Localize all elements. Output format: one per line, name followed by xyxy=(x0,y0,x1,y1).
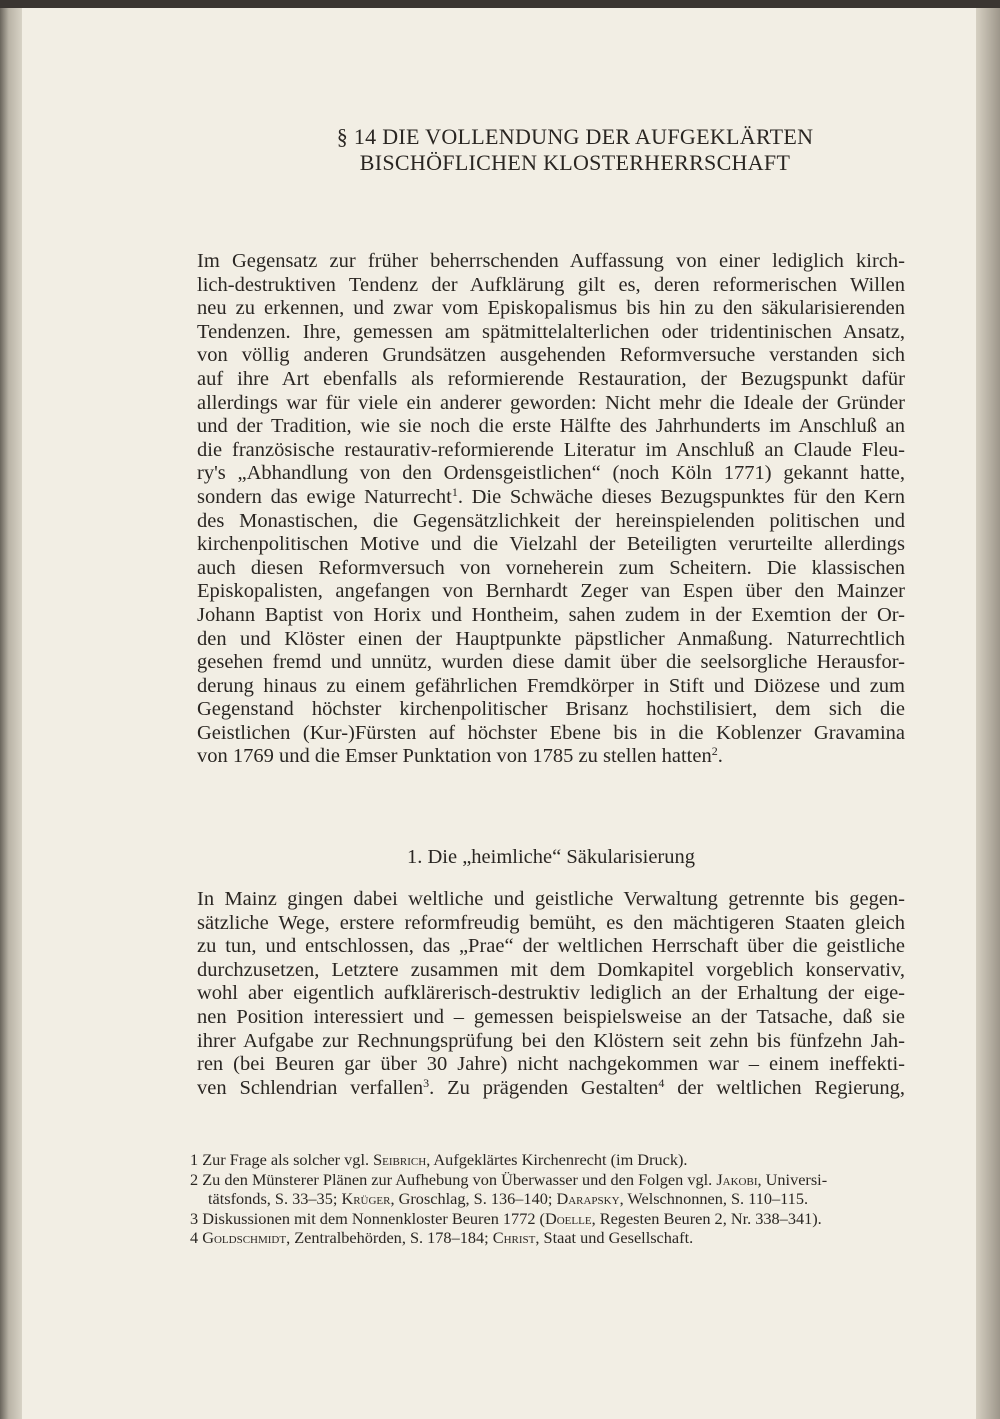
text: sätzliche Wege, erstere reformfreudig bemüht, es den mächtigeren Staaten gleich xyxy=(197,911,905,934)
footnote-marker: 4 xyxy=(658,1075,665,1090)
text-line xyxy=(197,982,905,1006)
footnote-marker: 2 xyxy=(711,744,718,759)
text-line xyxy=(197,415,905,439)
text: 2 Zu den Münsterer Plänen zur Aufhebung von Überwasser und den Folgen vgl. xyxy=(190,1169,717,1189)
text: wohl aber eigentlich aufklärerisch-destruktiv lediglich an der Erhaltung der eige- xyxy=(197,982,905,1005)
text: ihrer Aufgabe zur Rechnungsprüfung bei den Klöstern seit zehn bis fünfzehn Jah- xyxy=(197,1029,905,1052)
text: auch diesen Reformversuch von vorneherein zum Scheitern. Die klassischen xyxy=(197,556,905,579)
text-line xyxy=(197,344,905,368)
text: gesehen fremd und unnütz, wurden diese damit über die seelsorgliche Herausfor- xyxy=(197,651,905,674)
text-line xyxy=(197,250,905,274)
text: In Mainz gingen dabei weltliche und geistliche Verwaltung getrennte bis gegen- xyxy=(197,888,905,910)
text-line xyxy=(197,651,905,675)
footnote-line xyxy=(190,1170,910,1190)
text-line xyxy=(197,274,905,298)
text: Tendenzen. Ihre, gemessen am spätmittelalterlichen oder tridentinischen Ansatz, xyxy=(197,320,905,343)
text-line xyxy=(197,1006,905,1030)
text: 4 xyxy=(190,1228,203,1248)
text-line xyxy=(197,368,905,392)
text-line xyxy=(197,510,905,534)
text-line xyxy=(197,1030,905,1054)
text: neu zu erkennen, und zwar vom Episkopalismus bis hin zu den säkularisierenden xyxy=(197,297,905,320)
text-line xyxy=(197,580,905,604)
text: von 1769 und die Emser Punktation von 1785 zu stellen hatten xyxy=(197,745,712,768)
text: der weltlichen Regierung, xyxy=(664,1076,905,1099)
author-name: Christ xyxy=(492,1228,536,1248)
paragraph-1 xyxy=(197,250,905,769)
text: ven Schlendrian verfallen xyxy=(197,1076,424,1099)
text-line xyxy=(197,1077,905,1101)
text-line xyxy=(197,462,905,486)
author-name: Darapsky xyxy=(556,1189,620,1209)
author-name: Jakobi xyxy=(716,1169,758,1189)
text: 1 Zur Frage als solcher vgl. xyxy=(190,1150,374,1169)
author-name: Doelle xyxy=(544,1208,592,1228)
text: kirchenpolitischen Motive und die Vielzahl der Beteiligten verurteilte allerdings xyxy=(197,533,905,556)
scan-top-border xyxy=(0,0,1000,8)
chapter-heading-line-1: § 14 DIE VOLLENDUNG DER AUFGEKLÄRTEN xyxy=(336,124,814,149)
page-edge xyxy=(976,0,1000,1419)
footnotes xyxy=(190,1150,910,1248)
section-subheading: 1. Die „heimliche“ Säkularisierung xyxy=(406,846,696,868)
text-line xyxy=(197,698,905,722)
text: des Monastischen, die Gegensätzlichkeit der hereinspielenden politischen und xyxy=(197,509,905,532)
text: 3 Diskussionen mit dem Nonnenkloster Beuren 1772 ( xyxy=(190,1208,545,1228)
text-line xyxy=(197,722,905,746)
text: , Universi- xyxy=(757,1169,828,1189)
text: von völlig anderen Grundsätzen ausgehenden Reformversuche verstanden sich xyxy=(197,344,905,367)
text: , Welschnonnen, S. 110–115. xyxy=(619,1189,809,1209)
text-line xyxy=(197,745,905,769)
text: allerdings war für viele ein anderer geworden: Nicht mehr die Ideale der Gründer xyxy=(197,391,905,414)
text: Gegenstand höchster kirchenpolitischer Brisanz hochstilisiert, dem sich die xyxy=(197,698,905,721)
text: . Die Schwäche dieses Bezugspunktes für den Kern xyxy=(457,485,906,508)
text-line xyxy=(197,533,905,557)
text: zu tun, und entschlossen, das „Prae“ der weltlichen Herrschaft über die geistliche xyxy=(197,935,905,958)
text: , Groschlag, S. 136–140; xyxy=(390,1189,557,1209)
text-line xyxy=(197,912,905,936)
text: Episkopalisten, angefangen von Bernhardt Zeger van Espen über den Mainzer xyxy=(197,580,905,603)
author-name: Goldschmidt xyxy=(202,1228,287,1248)
text: Johann Baptist von Horix und Hontheim, sahen zudem in der Exemtion der Or- xyxy=(197,603,905,626)
author-name: Krüger xyxy=(341,1189,391,1209)
text-line xyxy=(197,675,905,699)
text-line xyxy=(197,321,905,345)
text-line xyxy=(197,935,905,959)
paragraph-2 xyxy=(197,888,905,1100)
footnote-line xyxy=(190,1189,910,1209)
text: den und Klöster einen der Hauptpunkte päpstlicher Anmaßung. Naturrechtlich xyxy=(197,627,905,650)
text: ry's „Abhandlung von den Ordensgeistlichen“ (noch Köln 1771) gekannt hatte, xyxy=(197,462,905,485)
text: , Staat und Gesellschaft. xyxy=(535,1228,694,1248)
text-line xyxy=(197,604,905,628)
text-line xyxy=(197,1053,905,1077)
footnote-line xyxy=(190,1228,910,1248)
text-line xyxy=(197,959,905,983)
text: , Regesten Beuren 2, Nr. 338–341). xyxy=(591,1208,822,1228)
text: die französische restaurativ-reformierende Literatur im Anschluß an Claude Fleu- xyxy=(197,438,905,461)
author-name: Seibrich xyxy=(373,1150,427,1169)
text: derung hinaus zu einem gefährlichen Fremdkörper in Stift und Diözese und zum xyxy=(197,674,905,697)
text: , Zentralbehörden, S. 178–184; xyxy=(286,1228,493,1248)
text: durchzusetzen, Letztere zusammen mit dem Domkapitel vorgeblich konservativ, xyxy=(197,958,905,981)
text-line xyxy=(197,557,905,581)
footnote-line xyxy=(190,1150,910,1170)
text-line xyxy=(197,888,905,912)
text: ren (bei Beuren gar über 30 Jahre) nicht nachgekommen war – einem ineffekti- xyxy=(197,1053,905,1076)
chapter-heading-line-2: BISCHÖFLICHEN KLOSTERHERRSCHAFT xyxy=(359,150,791,175)
text: sondern das ewige Naturrecht xyxy=(197,485,452,508)
text: , Aufgeklärtes Kirchenrecht (im Druck). xyxy=(426,1150,688,1169)
text: . xyxy=(717,745,723,768)
text: Geistlichen (Kur-)Fürsten auf höchster Ebene bis in die Koblenzer Gravamina xyxy=(197,721,905,744)
text: tätsfonds, S. 33–35; xyxy=(208,1189,342,1209)
text: Im Gegensatz zur früher beherrschenden Auffassung von einer lediglich kirch- xyxy=(197,250,905,272)
text: und der Tradition, wie sie noch die erste Hälfte des Jahrhunderts im Anschluß an xyxy=(197,415,905,438)
footnote-marker: 1 xyxy=(451,484,458,499)
text-line xyxy=(197,628,905,652)
footnote-line xyxy=(190,1209,910,1229)
footnote-marker: 3 xyxy=(423,1075,430,1090)
text: . Zu prägenden Gestalten xyxy=(429,1076,659,1099)
text-line xyxy=(197,297,905,321)
book-spine-shadow xyxy=(0,0,22,1419)
text-line xyxy=(197,392,905,416)
text: auf ihre Art ebenfalls als reformierende Restauration, der Bezugspunkt dafür xyxy=(197,367,905,390)
text-line xyxy=(197,486,905,510)
text-line xyxy=(197,439,905,463)
text: nen Position interessiert und – gemessen beispielsweise an der Tatsache, daß sie xyxy=(197,1005,905,1028)
text: lich-destruktiven Tendenz der Aufklärung gilt es, deren reformerischen Willen xyxy=(197,273,905,296)
